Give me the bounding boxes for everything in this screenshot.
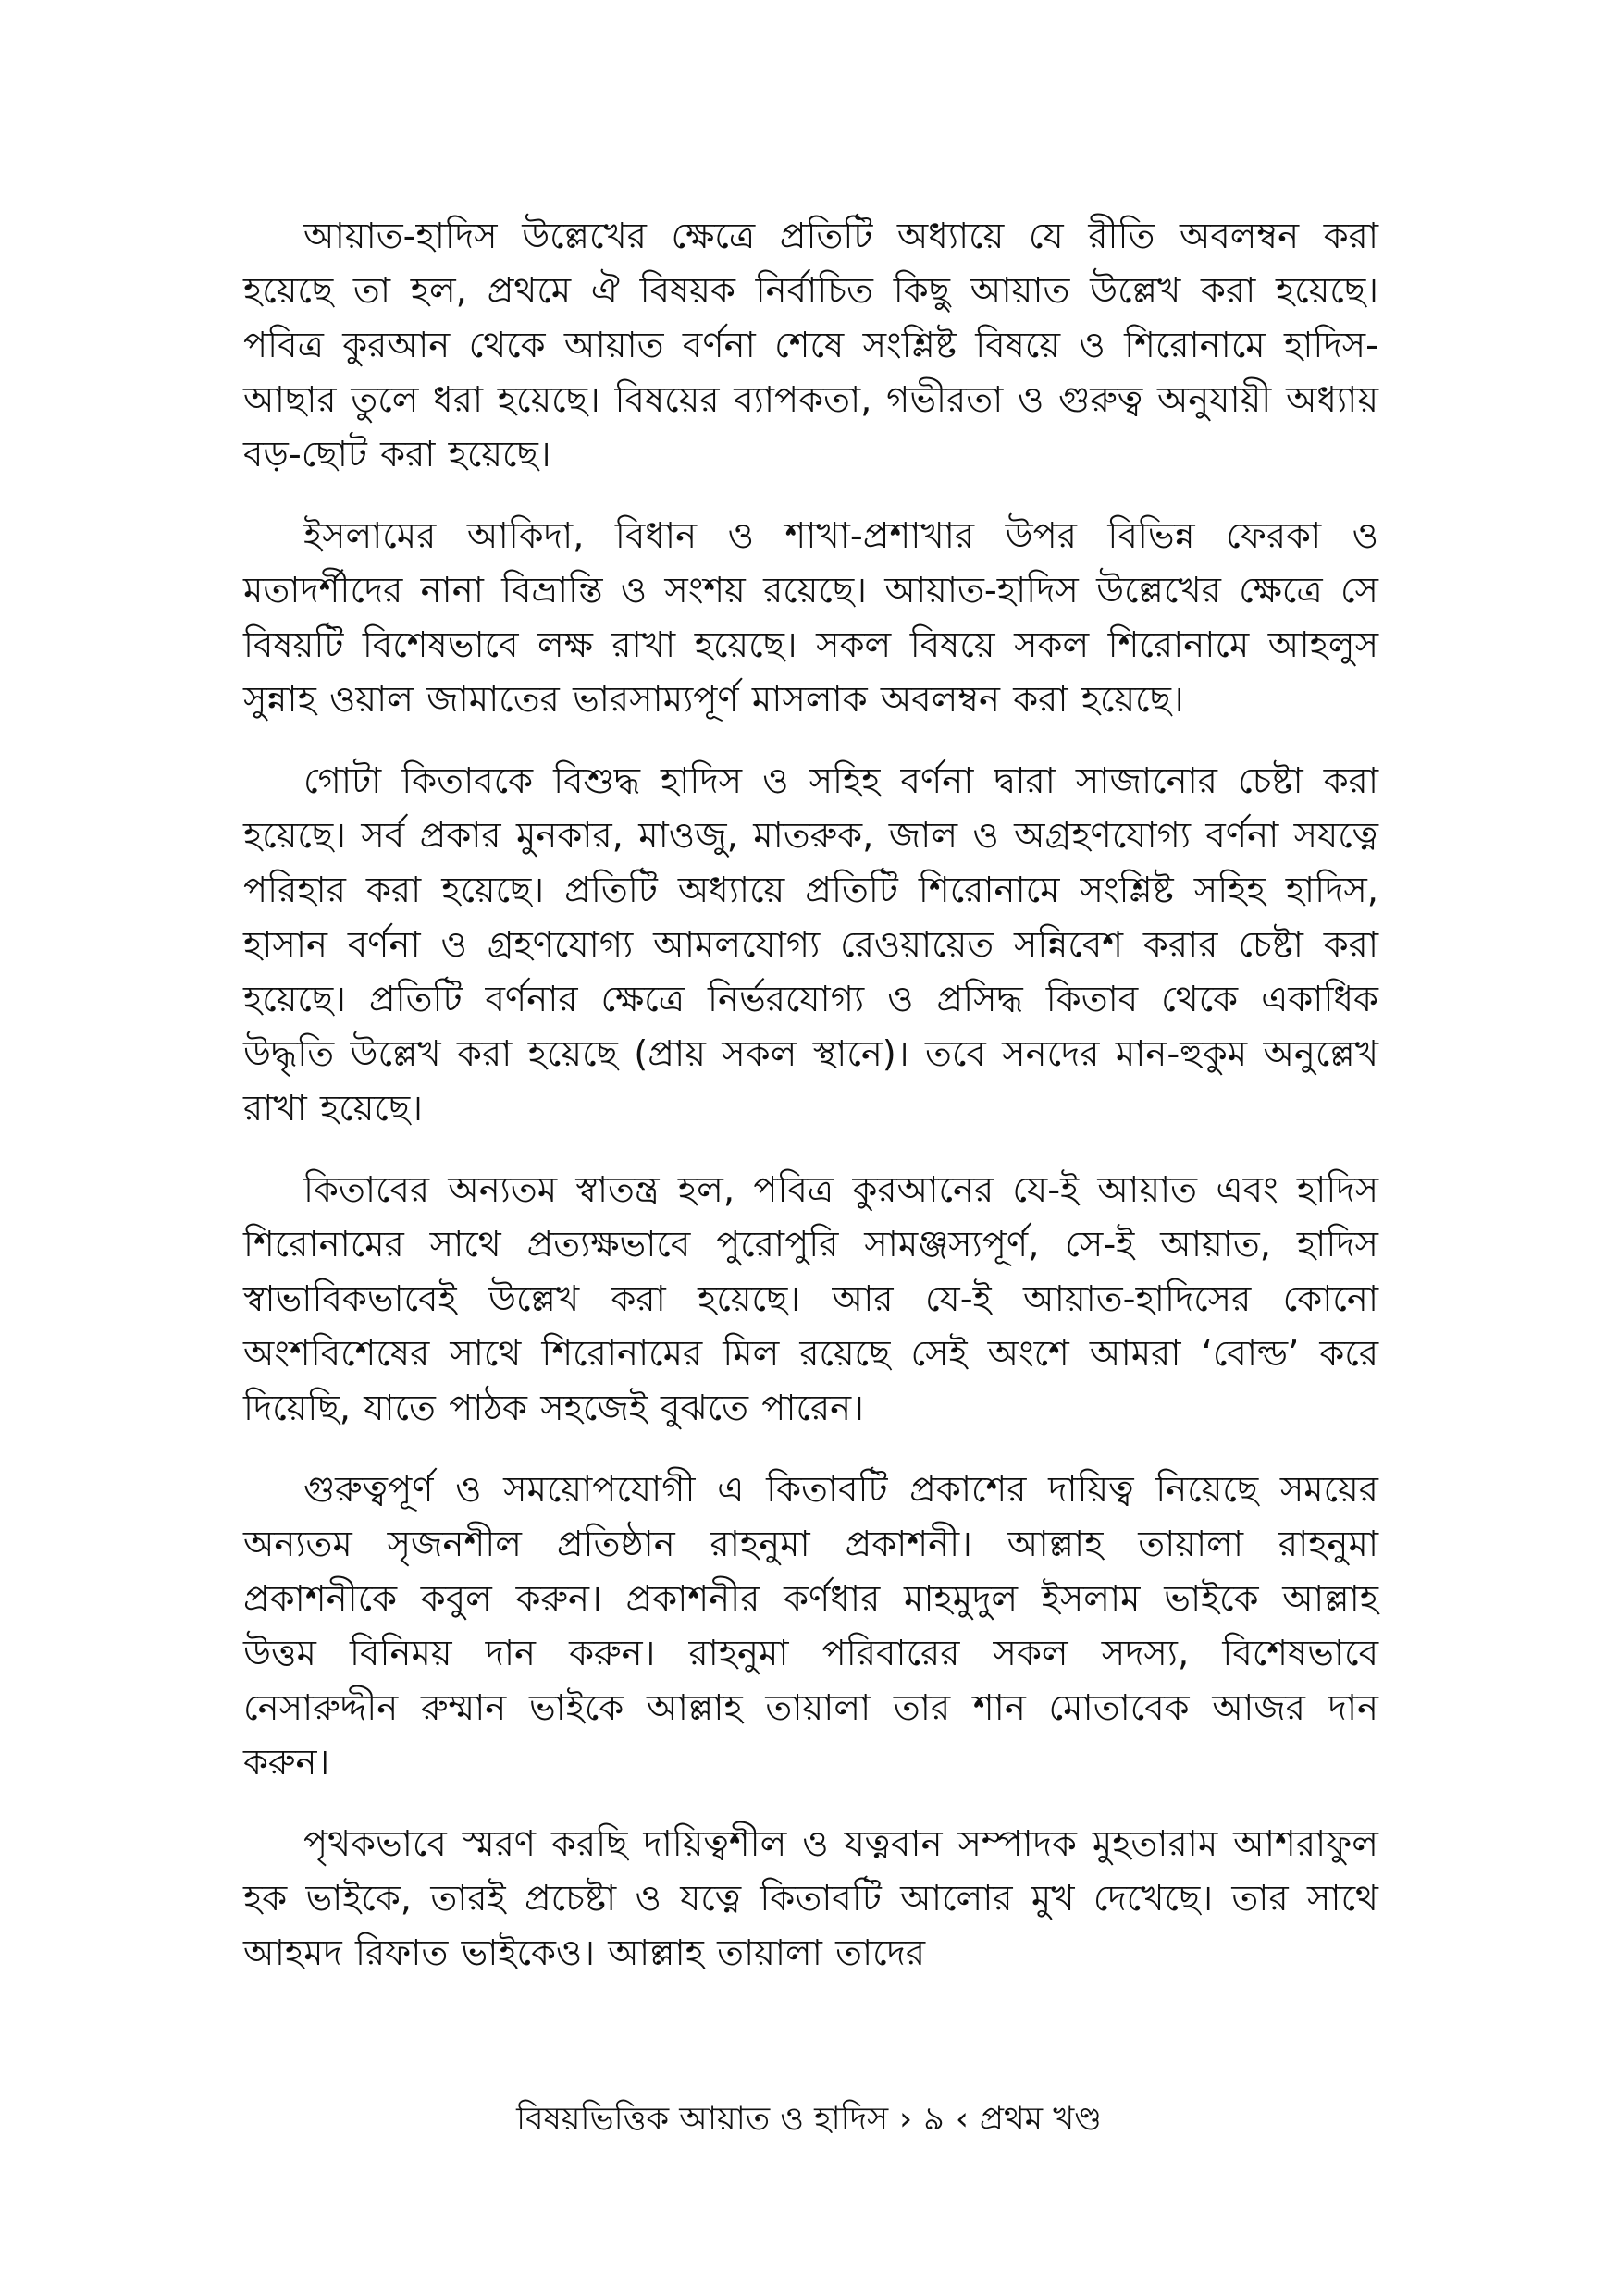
paragraph-authentic-narrations: গোটা কিতাবকে বিশুদ্ধ হাদিস ও সহিহ বর্ণনা দ্বারা সাজানোর চেষ্টা করা হয়েছে। সর্ব প্রকার মুনকার, মাওজু, মাতরুক, জাল ও অগ্রহণযোগ্য বর্ণনা সযত্নে পরিহার করা হয়েছে। প্রতিটি অধ্যায়ে প্রতিটি শিরোনামে সংশ্লিষ্ট সহিহ হাদিস, হাসান বর্ণনা ও গ্রহণযোগ্য আমলযোগ্য রেওয়ায়েত সন্নিবেশ করার চেষ্টা করা হয়েছে। প্রতিটি বর্ণনার ক্ষেত্রে নির্ভরযোগ্য ও প্রসিদ্ধ কিতাব থেকে একাধিক উদ্ধৃতি উল্লেখ করা হয়েছে (প্রায় সকল স্থানে)। তবে সনদের মান-হুকুম অনুল্লেখ রাখা হয়েছে। xyxy=(243,760,1378,1129)
page-footer xyxy=(0,2098,1618,2141)
paragraph-aqidah-balance: ইসলামের আকিদা, বিধান ও শাখা-প্রশাখার উপর বিভিন্ন ফেরকা ও মতাদর্শীদের নানা বিভ্রান্তি ও সংশয় রয়েছে। আয়াত-হাদিস উল্লেখের ক্ষেত্রে সে বিষয়টি বিশেষভাবে লক্ষ রাখা হয়েছে। সকল বিষয়ে সকল শিরোনামে আহলুস সুন্নাহ ওয়াল জামাতের ভারসাম্যপূর্ণ মাসলাক অবলম্বন করা হয়েছে। xyxy=(243,515,1378,721)
footer-separator-right: ‹ xyxy=(955,2101,969,2138)
footer-book-title: বিষয়ভিত্তিক আয়াত ও হাদিস xyxy=(516,2101,889,2138)
page-number: ৯ xyxy=(923,2101,945,2138)
footer-separator-left: › xyxy=(899,2101,913,2138)
page-body xyxy=(243,209,1378,2007)
paragraph-editor-thanks: পৃথকভাবে স্মরণ করছি দায়িত্বশীল ও যত্নবান সম্পাদক মুহতারাম আশরাফুল হক ভাইকে, তারই প্রচেষ্টা ও যত্নে কিতাবটি আলোর মুখ দেখেছে। তার সাথে আহমদ রিফাত ভাইকেও। আল্লাহ তায়ালা তাদের xyxy=(243,1823,1378,1974)
paragraph-ayat-hadith-method: আয়াত-হাদিস উল্লেখের ক্ষেত্রে প্রতিটি অধ্যায়ে যে রীতি অবলম্বন করা হয়েছে তা হল, প্রথমে ঐ বিষয়ক নির্বাচিত কিছু আয়াত উল্লেখ করা হয়েছে। পবিত্র কুরআন থেকে আয়াত বর্ণনা শেষে সংশ্লিষ্ট বিষয়ে ও শিরোনামে হাদিস-আছার তুলে ধরা হয়েছে। বিষয়ের ব্যাপকতা, গভীরতা ও গুরুত্ব অনুযায়ী অধ্যায় বড়-ছোট করা হয়েছে। xyxy=(243,216,1378,475)
paragraph-publisher-thanks: গুরুত্বপূর্ণ ও সময়োপযোগী এ কিতাবটি প্রকাশের দায়িত্ব নিয়েছে সময়ের অন্যতম সৃজনশীল প্রতিষ্ঠান রাহনুমা প্রকাশনী। আল্লাহ তায়ালা রাহনুমা প্রকাশনীকে কবুল করুন। প্রকাশনীর কর্ণধার মাহমুদুল ইসলাম ভাইকে আল্লাহ উত্তম বিনিময় দান করুন। রাহনুমা পরিবারের সকল সদস্য, বিশেষভাবে নেসারুদ্দীন রুম্মান ভাইকে আল্লাহ তায়ালা তার শান মোতাবেক আজর দান করুন। xyxy=(243,1469,1378,1784)
paragraph-bold-emphasis: কিতাবের অন্যতম স্বাতন্ত্র হল, পবিত্র কুরআনের যে-ই আয়াত এবং হাদিস শিরোনামের সাথে প্রত্যক্ষভাবে পুরোপুরি সামঞ্জস্যপূর্ণ, সে-ই আয়াত, হাদিস স্বাভাবিকভাবেই উল্লেখ করা হয়েছে। আর যে-ই আয়াত-হাদিসের কোনো অংশবিশেষের সাথে শিরোনামের মিল রয়েছে সেই অংশে আমরা ‘বোল্ড’ করে দিয়েছি, যাতে পাঠক সহজেই বুঝতে পারেন। xyxy=(243,1169,1378,1429)
footer-volume: প্রথম খণ্ড xyxy=(979,2101,1102,2138)
